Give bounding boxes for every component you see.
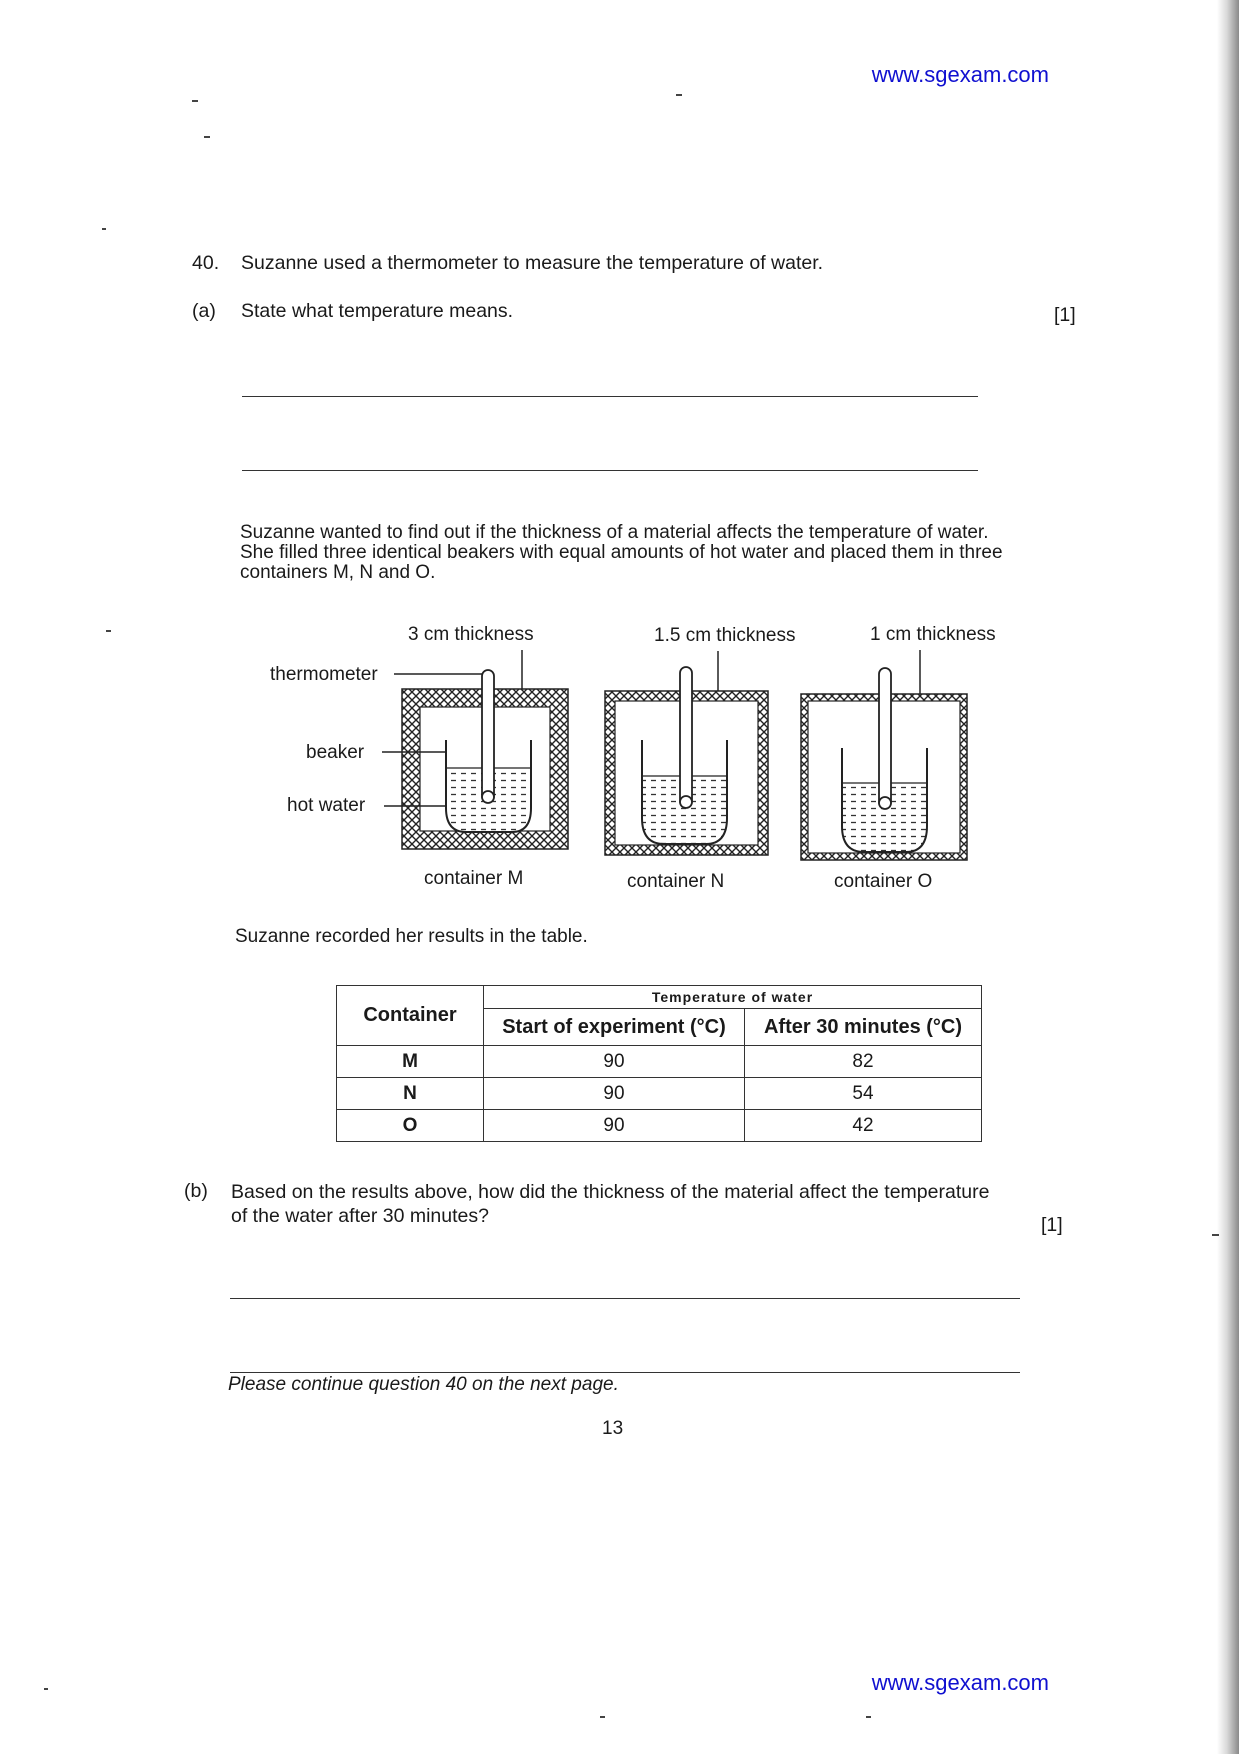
- part-b-label: (b): [184, 1180, 208, 1202]
- table-caption: Suzanne recorded her results in the table.: [235, 926, 588, 947]
- table-row: [337, 1078, 982, 1110]
- row-after: 42: [745, 1110, 982, 1142]
- scan-speck: [676, 94, 682, 96]
- scan-speck: [204, 136, 210, 138]
- container-n: [605, 651, 768, 855]
- table-row: [337, 1110, 982, 1142]
- thickness-label-m: 3 cm thickness: [408, 624, 534, 645]
- row-container: N: [337, 1078, 484, 1110]
- container-m: [382, 650, 568, 849]
- site-url-top[interactable]: www.sgexam.com: [871, 62, 1049, 87]
- results-table: [336, 985, 982, 1142]
- thickness-label-n: 1.5 cm thickness: [654, 625, 796, 646]
- beaker-label: beaker: [306, 742, 365, 763]
- scan-speck: [1212, 1234, 1219, 1236]
- container-n-label: container N: [627, 871, 725, 892]
- part-b-marks: [1]: [1041, 1214, 1063, 1236]
- hot-water-label: hot water: [287, 795, 366, 816]
- thermometer-label: thermometer: [270, 664, 378, 685]
- row-start: 90: [484, 1110, 745, 1142]
- row-start: 90: [484, 1046, 745, 1078]
- table-row: [337, 1046, 982, 1078]
- question-text: Suzanne used a thermometer to measure the temperature of water.: [241, 252, 824, 274]
- container-o-label: container O: [834, 871, 933, 892]
- row-start: 90: [484, 1078, 745, 1110]
- scan-speck: [866, 1716, 871, 1718]
- part-b-answer-line-1[interactable]: [230, 1298, 1020, 1299]
- question-number: 40.: [192, 252, 220, 274]
- site-url-bottom[interactable]: www.sgexam.com: [871, 1670, 1049, 1695]
- container-o: [801, 650, 967, 860]
- thickness-label-o: 1 cm thickness: [870, 624, 996, 645]
- experiment-intro: Suzanne wanted to find out if the thickness of a material affects the temperature of water. She filled three identical beakers with equal amounts of hot water and placed them in three containers M, N and O.: [240, 522, 1003, 583]
- part-a-label: (a): [192, 300, 216, 322]
- row-after: 82: [745, 1046, 982, 1078]
- page-number: 13: [602, 1418, 624, 1439]
- scan-speck: [44, 1688, 48, 1690]
- scan-speck: [106, 630, 111, 632]
- header-after: After 30 minutes (°C): [745, 1009, 982, 1046]
- part-b-text: Based on the results above, how did the thickness of the material affect the temperature of the water after 30 minutes?: [231, 1181, 990, 1227]
- part-b-answer-line-2[interactable]: [230, 1372, 1020, 1373]
- scan-speck: [600, 1716, 605, 1718]
- container-m-label: container M: [424, 868, 524, 889]
- row-container: O: [337, 1110, 484, 1142]
- row-container: M: [337, 1046, 484, 1078]
- part-a-text: State what temperature means.: [241, 300, 514, 322]
- header-temperature-group: Temperature of water: [484, 986, 982, 1009]
- part-a-marks: [1]: [1054, 304, 1076, 326]
- row-after: 54: [745, 1078, 982, 1110]
- header-container: Container: [337, 986, 484, 1046]
- continue-note: Please continue question 40 on the next page.: [228, 1374, 619, 1395]
- scan-speck: [102, 228, 106, 230]
- scan-speck: [192, 100, 198, 102]
- header-start: Start of experiment (°C): [484, 1009, 745, 1046]
